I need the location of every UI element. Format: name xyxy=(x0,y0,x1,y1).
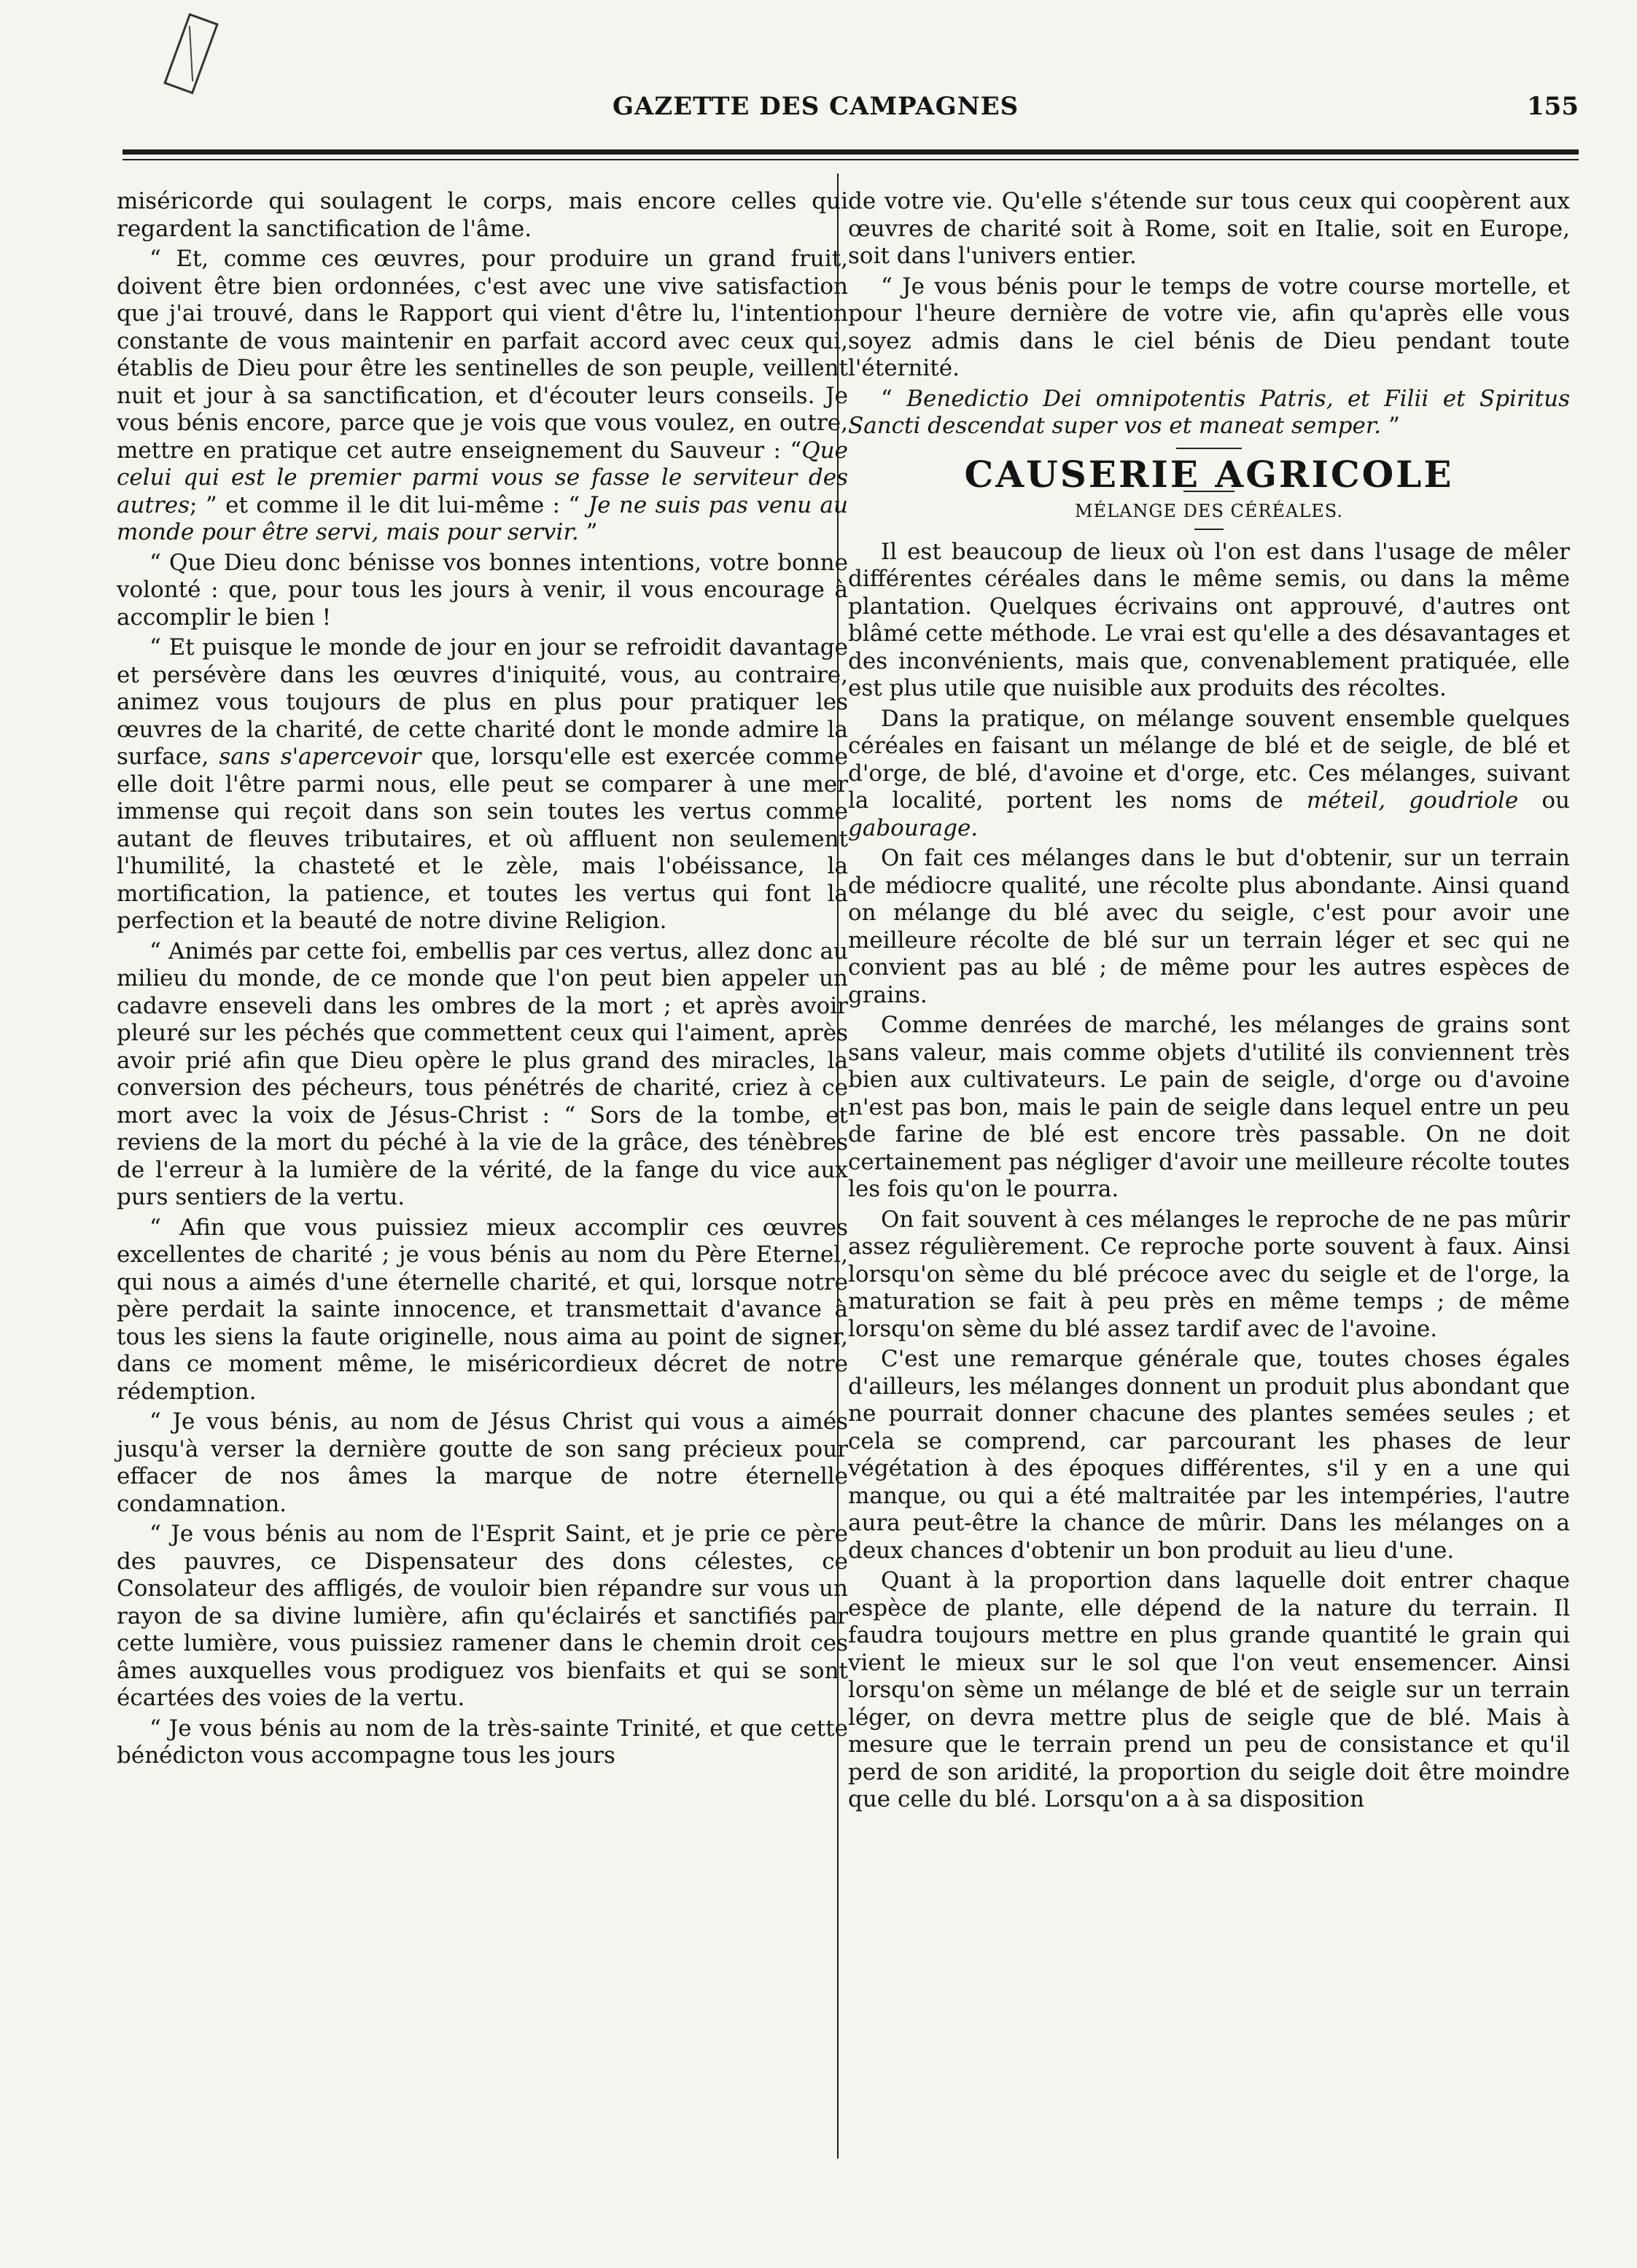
left-column xyxy=(117,188,848,1773)
section-separator xyxy=(1176,448,1242,449)
paragraph: Il est beaucoup de lieux où l'on est dans l'usage de mêler différentes céréales dans le même semis, ou dans la même plantation. Quelques écrivains ont approuvé, d'autres ont blâmé cette méthode. Le vrai est qu'elle a des désavantages et des inconvénients, mais que, convenablement pratiquée, elle est plus utile que nuisible aux produits des récoltes. xyxy=(848,538,1570,701)
right-column xyxy=(848,188,1570,1817)
paragraph: “ Benedictio Dei omnipotentis Patris, et Filii et Spiritus Sancti descendat super vos et maneat semper. ” xyxy=(848,385,1570,439)
paragraph: “ Je vous bénis, au nom de Jésus Christ qui vous a aimés jusqu'à verser la dernière goutte de son sang précieux pour effacer de nos âmes la marque de notre éternelle condamnation. xyxy=(117,1408,848,1517)
paragraph: On fait ces mélanges dans le but d'obtenir, sur un terrain de médiocre qualité, une récolte plus abondante. Ainsi quand on mélange du blé avec du seigle, c'est pour avoir une meilleure récolte de blé sur un terrain léger et sec qui ne convient pas au blé ; de même pour les autres espèces de grains. xyxy=(848,845,1570,1008)
paragraph: “ Et, comme ces œuvres, pour produire un grand fruit, doivent être bien ordonnées, c'est avec une vive satisfaction que j'ai trouvé, dans le Rapport qui vient d'être lu, l'intention constante de vous maintenir en parfait accord avec ceux qui, établis de Dieu pour être les sentinelles de son peuple, veillent nuit et jour à sa sanctification, et d'écouter leurs conseils. Je vous bénis encore, parce que je vois que vous voulez, en outre, mettre en pratique cet autre enseignement du Sauveur : “Que celui qui est le premier parmi vous se fasse le serviteur des autres; ” et comme il le dit lui-même : “ Je ne suis pas venu au monde pour être servi, mais pour servir. ” xyxy=(117,246,848,545)
header-rule-thin xyxy=(123,159,1579,160)
paragraph: “ Je vous bénis au nom de la très-sainte Trinité, et que cette bénédicton vous accompagne tous les jours xyxy=(117,1715,848,1769)
page-header xyxy=(117,86,1579,130)
header-rule-thick xyxy=(123,149,1579,155)
paragraph: Dans la pratique, on mélange souvent ensemble quelques céréales en faisant un mélange de blé et de seigle, de blé et d'orge, de blé, d'avoine et d'orge, etc. Ces mélanges, suivant la localité, portent les noms de méteil, goudriole ou gabourage. xyxy=(848,705,1570,841)
paragraph: “ Animés par cette foi, embellis par ces vertus, allez donc au milieu du monde, de ce monde que l'on peut bien appeler un cadavre enseveli dans les ombres de la mort ; et après avoir pleuré sur les péchés que commettent ceux qui l'aiment, après avoir prié afin que Dieu opère le plus grand des miracles, la conversion des pécheurs, tous pénétrés de charité, criez à ce mort avec la voix de Jésus-Christ : “ Sors de la tombe, et reviens de la mort du péché à la vie de la grâce, des ténèbres de l'erreur à la lumière de la vérité, de la fange du vice aux purs sentiers de la vertu. xyxy=(117,938,848,1210)
paragraph: “ Je vous bénis pour le temps de votre course mortelle, et pour l'heure dernière de votre vie, afin qu'après elle vous soyez admis dans le ciel bénis de Dieu pendant toute l'éternité. xyxy=(848,273,1570,381)
paragraph: On fait souvent à ces mélanges le reproche de ne pas mûrir assez régulièrement. Ce reproche porte souvent à faux. Ainsi lorsqu'on sème du blé précoce avec du seigle et de l'orge, la maturation se fait à peu près en même temps ; de même lorsqu'on sème du blé assez tardif avec de l'avoine. xyxy=(848,1206,1570,1342)
paragraph: “ Que Dieu donc bénisse vos bonnes intentions, votre bonne volonté : que, pour tous les jours à venir, il vous encourage à accomplir le bien ! xyxy=(117,549,848,631)
paragraph: Quant à la proportion dans laquelle doit entrer chaque espèce de plante, elle dépend de la nature du terrain. Il faudra toujours mettre en plus grande quantité le grain qui vient le mieux sur le sol que l'on veut ensemencer. Ainsi lorsqu'on sème un mélange de blé et de seigle sur un terrain léger, on devra mettre plus de seigle que de blé. Mais à mesure que le terrain prend un peu de consistance et qu'il perd de son aridité, la proportion du seigle doit être moindre que celle du blé. Lorsqu'on a à sa disposition xyxy=(848,1567,1570,1812)
paragraph: Comme denrées de marché, les mélanges de grains sont sans valeur, mais comme objets d'utilité ils conviennent très bien aux cultivateurs. Le pain de seigle, d'orge ou d'avoine n'est pas bon, mais le pain de seigle dans lequel entre un peu de farine de blé est encore très passable. On ne doit certainement pas négliger d'avoir une meilleure récolte toutes les fois qu'on le pourra. xyxy=(848,1012,1570,1202)
section-title: CAUSERIE AGRICOLE xyxy=(964,452,1454,496)
paragraph: de votre vie. Qu'elle s'étende sur tous ceux qui coopèrent aux œuvres de charité soit à Rome, soit en Italie, soit en Europe, soit dans l'univers entier. xyxy=(848,188,1570,269)
paragraph: C'est une remarque générale que, toutes choses égales d'ailleurs, les mélanges donnent un produit plus abondant que ne pourrait donner chacune des plantes semées seules ; et cela se comprend, car parcourant les phases de leur végétation à des époques différentes, s'il y en a une qui manque, ou qui a été maltraitée par les intempéries, l'autre aura peut-être la chance de mûrir. Dans les mélanges on a deux chances d'obtenir un bon produit au lieu d'une. xyxy=(848,1346,1570,1564)
paragraph: “ Et puisque le monde de jour en jour se refroidit davantage et persévère dans les œuvres d'iniquité, vous, au contraire, animez vous toujours de plus en plus pour pratiquer les œuvres de la charité, de cette charité dont le monde admire la surface, sans s'apercevoir que, lorsqu'elle est exercée comme elle doit l'être parmi nous, elle peut se comparer à une mer immense qui reçoit dans son sein toutes les vertus comme autant de fleuves tributaires, et où affluent non seulement l'humilité, la chasteté et le zèle, mais l'obéissance, la mortification, la patience, et toutes les vertus qui font la perfection et la beauté de notre divine Religion. xyxy=(117,634,848,934)
page-number: 155 xyxy=(1527,92,1579,121)
paragraph: miséricorde qui soulagent le corps, mais encore celles qui regardent la sanctification de l'âme. xyxy=(117,188,848,242)
paragraph: “ Je vous bénis au nom de l'Esprit Saint, et je prie ce père des pauvres, ce Dispensateur des dons célestes, ce Consolateur des affligés, de vouloir bien répandre sur vous un rayon de sa divine lumière, afin qu'éclairés et sanctifiés par cette lumière, vous puissiez ramener dans le chemin droit ces âmes auxquelles vous prodiguez vos bienfaits et qui se sont écartées des voies de la vertu. xyxy=(117,1521,848,1711)
subtitle-underline xyxy=(1194,529,1224,530)
section-subtitle: MÉLANGE DES CÉRÉALES. xyxy=(1075,501,1343,521)
paragraph: “ Afin que vous puissiez mieux accomplir ces œuvres excellentes de charité ; je vous bénis au nom du Père Eternel, qui nous a aimés d'une éternelle charité, et qui, lorsque notre père perdait la sainte innocence, et transmettait d'avance à tous les siens la faute originelle, nous aima au point de signer, dans ce moment même, le miséricordieux décret de notre rédemption. xyxy=(117,1214,848,1405)
newspaper-title: GAZETTE DES CAMPAGNES xyxy=(613,92,1019,121)
